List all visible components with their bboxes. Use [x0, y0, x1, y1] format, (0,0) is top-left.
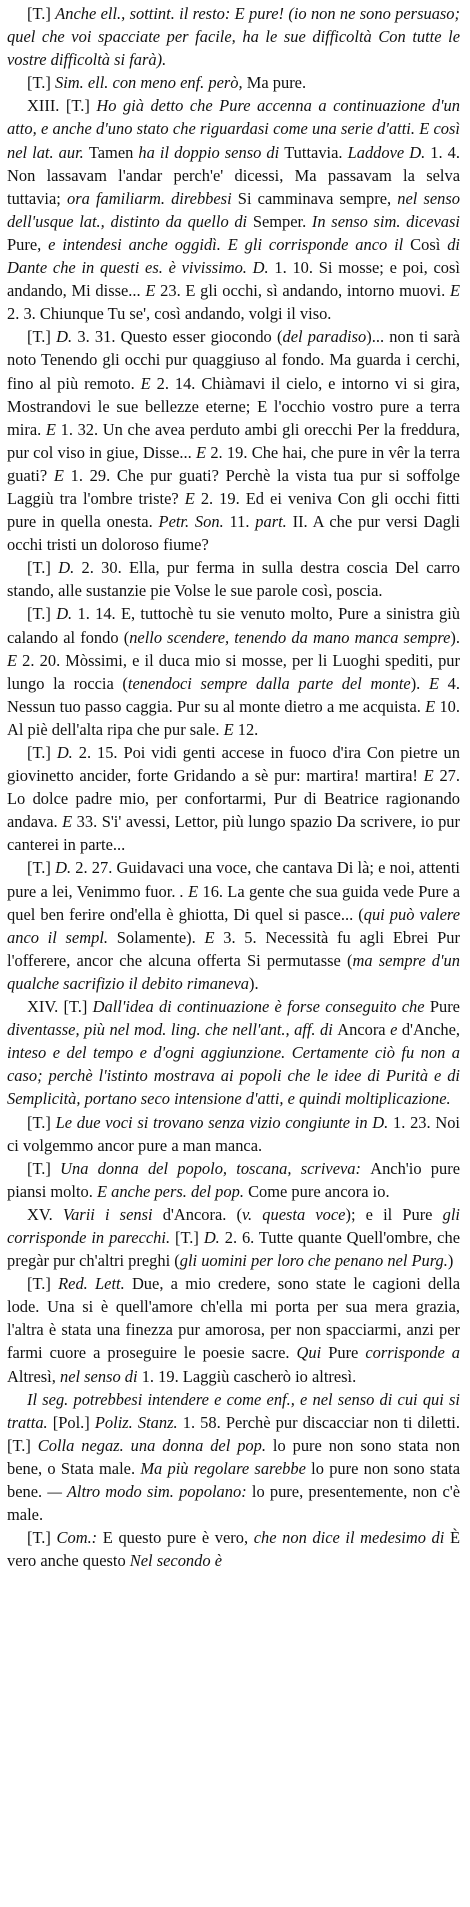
roman-text: 2. 19. Che hai, che pure in vêr la terra guati?	[7, 442, 460, 485]
roman-text: Semper.	[252, 211, 312, 231]
italic-text: nel senso di	[59, 1366, 142, 1386]
entry-paragraph	[7, 1203, 460, 1272]
italic-text: E	[62, 812, 77, 832]
roman-text: E questo pure è vero,	[102, 1528, 254, 1548]
entry-paragraph	[7, 1157, 460, 1203]
italic-text: Dall'idea di continuazione è forse conseguito che	[92, 997, 430, 1017]
italic-text: gli uomini per loro che penano nel Purg.	[179, 1251, 448, 1271]
italic-text: nel senso dell'usque lat., distinto da quello di	[7, 188, 461, 231]
roman-text: 12.	[237, 719, 259, 739]
roman-text: 2. 14. Chiàmavi il cielo, e intorno vi si gira, Mostrandovi le sue bellezze eterne; E l'occhio vostro pure a terra mira.	[7, 373, 460, 439]
roman-text: Due, a mio credere, sono state le cagioni della lode. Una si è quell'amore ch'ella mi porta per sua mera grazia, l'altra è stata una finezza pur amorosa, per non spacciarmi, anzi per farmi cuore a proseguire le poesie sacre.	[7, 1274, 460, 1363]
roman-text: [T.]	[27, 604, 57, 624]
entry-paragraph	[7, 71, 460, 94]
roman-text: È vero anche questo	[7, 1528, 461, 1571]
roman-text: 2. 15. Poi vidi genti accese in fuoco d'ira Con pietre un giovinetto ancider, forte Gridando a sè pur: martira! martira!	[7, 743, 460, 786]
italic-text: Varii i sensi	[62, 1204, 163, 1224]
italic-text: D.	[56, 604, 78, 624]
italic-text: D.	[58, 558, 82, 578]
roman-text: 3. 31. Questo esser giocondo (	[77, 327, 283, 347]
roman-text: 1. 32. Un che avea perduto ambi gli orecchi Per la freddura, pur col viso in giue, Disse...	[7, 419, 461, 462]
italic-text: E	[423, 766, 440, 786]
roman-text: 1. 14. E, tuttochè tu sie venuto molto, Pure a sinistra giù calando al fondo (	[7, 604, 460, 647]
roman-text: II. A che pur versi Dagli occhi tristi un doloroso fiume?	[7, 512, 460, 555]
italic-text: E	[45, 419, 61, 439]
roman-text: [T.]	[27, 558, 59, 578]
entry-paragraph	[7, 1526, 460, 1572]
roman-text: [T.]	[27, 1528, 57, 1548]
roman-text: [T.]	[27, 1274, 59, 1294]
italic-text: D.	[203, 1227, 225, 1247]
italic-text: che non dice il medesimo di	[253, 1528, 450, 1548]
roman-text: [T.]	[27, 1112, 56, 1132]
italic-text: D.	[56, 743, 79, 762]
roman-text: ); e il Pure	[345, 1204, 443, 1224]
roman-text: [T.]	[27, 73, 55, 93]
entry-paragraph	[7, 856, 460, 995]
italic-text: e intendesi anche oggidì. E gli corrisponde anco il	[48, 234, 411, 254]
italic-text: ha il doppio senso di	[138, 142, 285, 162]
italic-text: E	[204, 927, 224, 947]
italic-text: e	[390, 1020, 402, 1040]
entry-paragraph	[7, 556, 460, 602]
roman-text: 10. Al piè dell'alta ripa che pur sale.	[7, 696, 460, 739]
italic-text: di Dante che in questi es. è vivissimo. D.	[7, 234, 460, 278]
italic-text: E	[196, 442, 211, 462]
roman-text: 2. 27. Guidavaci una voce, che cantava Di là; e noi, attenti pure a lei, Venimmo fuor.	[7, 858, 460, 901]
italic-text: E	[145, 281, 161, 301]
roman-text: XIV. [T.]	[27, 997, 93, 1017]
italic-text: part.	[255, 512, 293, 532]
italic-text: Nel secondo è	[129, 1551, 222, 1571]
italic-text: Laddove D.	[347, 142, 431, 162]
roman-text: 2. 6. Tutte quante Quell'ombre, che pregàr pur ch'altri preghi (	[7, 1227, 460, 1271]
entry-paragraph	[7, 1388, 460, 1527]
entry-paragraph	[7, 602, 460, 741]
italic-text: E	[7, 650, 23, 670]
italic-text: E	[425, 696, 440, 716]
roman-text: Tuttavia.	[284, 142, 348, 162]
roman-text: 2. 3. Chiunque Tu se', così andando, volgi il viso.	[7, 304, 332, 324]
roman-text: 2. 30. Ella, pur ferma in sulla destra coscia Del carro stando, alle sustanzie pie Volse le sue parole così, poscia.	[7, 558, 460, 601]
roman-text: ).	[450, 627, 461, 647]
italic-text: Una donna del popolo, toscana, scriveva:	[60, 1158, 371, 1178]
italic-text: E	[53, 465, 71, 485]
roman-text: Si camminava sempre,	[237, 188, 398, 208]
italic-text: v. questa voce	[241, 1204, 346, 1224]
italic-text: inteso e del tempo e d'ogni aggiunzione. Certamente ciò fu non a caso; perchè l'istinto mostrava ai popoli che le idee di Purità e di Semplicità, portano seco intensione d'atti, e quindi moltiplicazione.	[7, 1043, 460, 1109]
italic-text: tenendoci sempre dalla parte del monte	[127, 673, 411, 693]
roman-text: Così	[410, 234, 448, 254]
italic-text: Le due voci si trovano senza vizio congiunte in D.	[55, 1112, 394, 1132]
entry-paragraph	[7, 741, 460, 856]
entry-paragraph	[7, 2, 460, 71]
italic-text: Com.:	[56, 1528, 103, 1548]
roman-text: 1. 29. Che pur guati? Perchè la vista tua pur si soffolge Laggiù tra l'ombre triste?	[7, 465, 460, 508]
italic-text: E anche pers. del pop.	[96, 1181, 249, 1201]
italic-text: E	[428, 673, 448, 693]
italic-text: In senso sim. dicevasi	[311, 211, 460, 231]
italic-text: D.	[56, 327, 78, 347]
roman-text: [T.]	[27, 4, 56, 23]
entry-paragraph	[7, 325, 460, 556]
roman-text: 1. 58. Perchè pur discacciar non ti diletti.	[182, 1412, 460, 1432]
italic-text: Ho già detto che Pure accenna a continuazione d'un atto, e anche d'uno stato che riguardasi come una serie d'atti. E così nel lat. aur.	[7, 96, 460, 162]
roman-text: ).	[410, 673, 429, 693]
italic-text: E	[184, 488, 201, 508]
italic-text: ora familiarm. direbbesi	[67, 188, 238, 208]
roman-text: lo pure non sono stata bene.	[7, 1458, 461, 1501]
roman-text: d'Anche,	[401, 1020, 461, 1040]
roman-text: lo pure non sono stata non bene, o Stata male.	[7, 1435, 460, 1478]
roman-text: [T.]	[27, 327, 57, 347]
italic-text: corrisponde a	[365, 1343, 461, 1363]
roman-text: [T.]	[27, 858, 56, 878]
roman-text: 3. 5. Necessità fu agli Ebrei Pur l'offerere, ancor che alcuna offerta Si permutasse (	[7, 927, 460, 970]
roman-text: 4. Nessun tuo passo caggia. Pur su al monte dietro a me acquista.	[7, 673, 460, 716]
italic-text: Ma più regolare sarebbe	[140, 1458, 312, 1478]
roman-text: [T.]	[27, 1158, 61, 1178]
roman-text: 33. S'i' avessi, Lettor, più lungo spazio Da scrivere, io pur canterei in parte...	[7, 812, 460, 855]
roman-text: 2. 20. Mòssimi, e il duca mio si mosse, per li Luoghi spediti, pur lungo la roccia (	[7, 650, 460, 693]
roman-text: )	[447, 1251, 454, 1271]
italic-text: Red. Lett.	[58, 1274, 132, 1294]
italic-text: Sim. ell. con meno enf. però,	[55, 73, 247, 93]
italic-text: . E	[179, 881, 203, 901]
roman-text: Altresì,	[7, 1366, 60, 1386]
italic-text: Qui	[296, 1343, 329, 1363]
roman-text: ).	[248, 973, 259, 993]
roman-text: 1. 23. Noi ci volgemmo ancor pure a man manca.	[7, 1112, 460, 1155]
italic-text: Il seg. potrebbesi intendere e come enf., e nel senso di cui qui si tratta.	[7, 1389, 460, 1432]
roman-text: )... non ti sarà noto Tenendo gli occhi pur quaggiuso al fondo. Ma guarda i cerchi, fino al più remoto.	[7, 327, 461, 393]
italic-text: diventasse, più nel mod. ling. che nell'ant., aff. di	[7, 1020, 338, 1040]
italic-text: E	[223, 719, 238, 739]
italic-text: gli corrisponde in parecchi.	[7, 1204, 460, 1247]
italic-text: D.	[55, 858, 76, 878]
roman-text: 23. E gli occhi, sì andando, intorno muovi.	[160, 281, 450, 301]
roman-text: Solamente).	[116, 927, 205, 947]
entry-paragraph	[7, 94, 460, 325]
roman-text: d'Ancora. (	[162, 1204, 242, 1224]
italic-text: Petr. Son.	[158, 512, 230, 532]
entry-paragraph	[7, 1111, 460, 1157]
roman-text: 1. 4. Non lassavam l'andar perch'e' dicessi, Ma passavam la selva tuttavia;	[7, 142, 460, 208]
italic-text: E	[449, 281, 460, 301]
italic-text: del paradiso	[282, 327, 367, 347]
roman-text: Pure	[328, 1343, 366, 1363]
roman-text: Pure	[429, 997, 460, 1017]
roman-text: Pure,	[7, 234, 49, 254]
italic-text: E	[140, 373, 157, 393]
italic-text: — Altro modo sim. popolano:	[47, 1482, 252, 1501]
roman-text: [T.]	[27, 743, 57, 762]
roman-text: Ancora	[337, 1020, 391, 1040]
italic-text: Poliz. Stanz.	[94, 1412, 183, 1432]
roman-text: [Pol.]	[52, 1412, 95, 1432]
italic-text: Anche ell., sottint. il resto: E pure! (io non ne sono persuaso; quel che voi spacciate per facile, ha le sue difficoltà Con tutte le vostre difficoltà si farà).	[7, 4, 460, 70]
entry-paragraph	[7, 995, 460, 1110]
roman-text: XV.	[27, 1204, 63, 1224]
entry-paragraph	[7, 1272, 460, 1387]
roman-text: lo pure, presentemente, non c'è male.	[7, 1482, 461, 1525]
roman-text: 1. 10. Si mosse; e poi, così andando, Mi disse...	[7, 258, 460, 301]
roman-text: Come pure ancora io.	[248, 1181, 390, 1201]
italic-text: qui può valere anco il sempl.	[7, 904, 460, 947]
roman-text: Anch'io pure piansi molto.	[7, 1158, 460, 1201]
roman-text: XIII. [T.]	[27, 96, 97, 116]
roman-text: Tamen	[88, 142, 139, 162]
roman-text: 16. La gente che sua guida vede Pure a quel ben ferire ond'ella è ghiotta, Di quel si pasce... (	[7, 881, 460, 924]
roman-text: 1. 19. Laggiù cascherò io altresì.	[141, 1366, 357, 1386]
italic-text: ma sempre d'un qualche sacrifizio il debito rimaneva	[7, 950, 460, 993]
italic-text: Colla negaz. una donna del pop.	[37, 1435, 273, 1455]
roman-text: 2. 19. Ed ei veniva Con gli occhi fitti pure in quella onesta.	[7, 488, 460, 532]
roman-text: 27. Lo dolce padre mio, per confortarmi, Pur di Beatrice ragionando andava.	[7, 766, 460, 832]
roman-text: [T.]	[7, 1435, 38, 1455]
roman-text: 11.	[229, 512, 256, 532]
roman-text: Ma pure.	[246, 73, 307, 93]
roman-text: [T.]	[175, 1227, 204, 1247]
italic-text: nello scendere, tenendo da mano manca sempre	[129, 627, 451, 647]
